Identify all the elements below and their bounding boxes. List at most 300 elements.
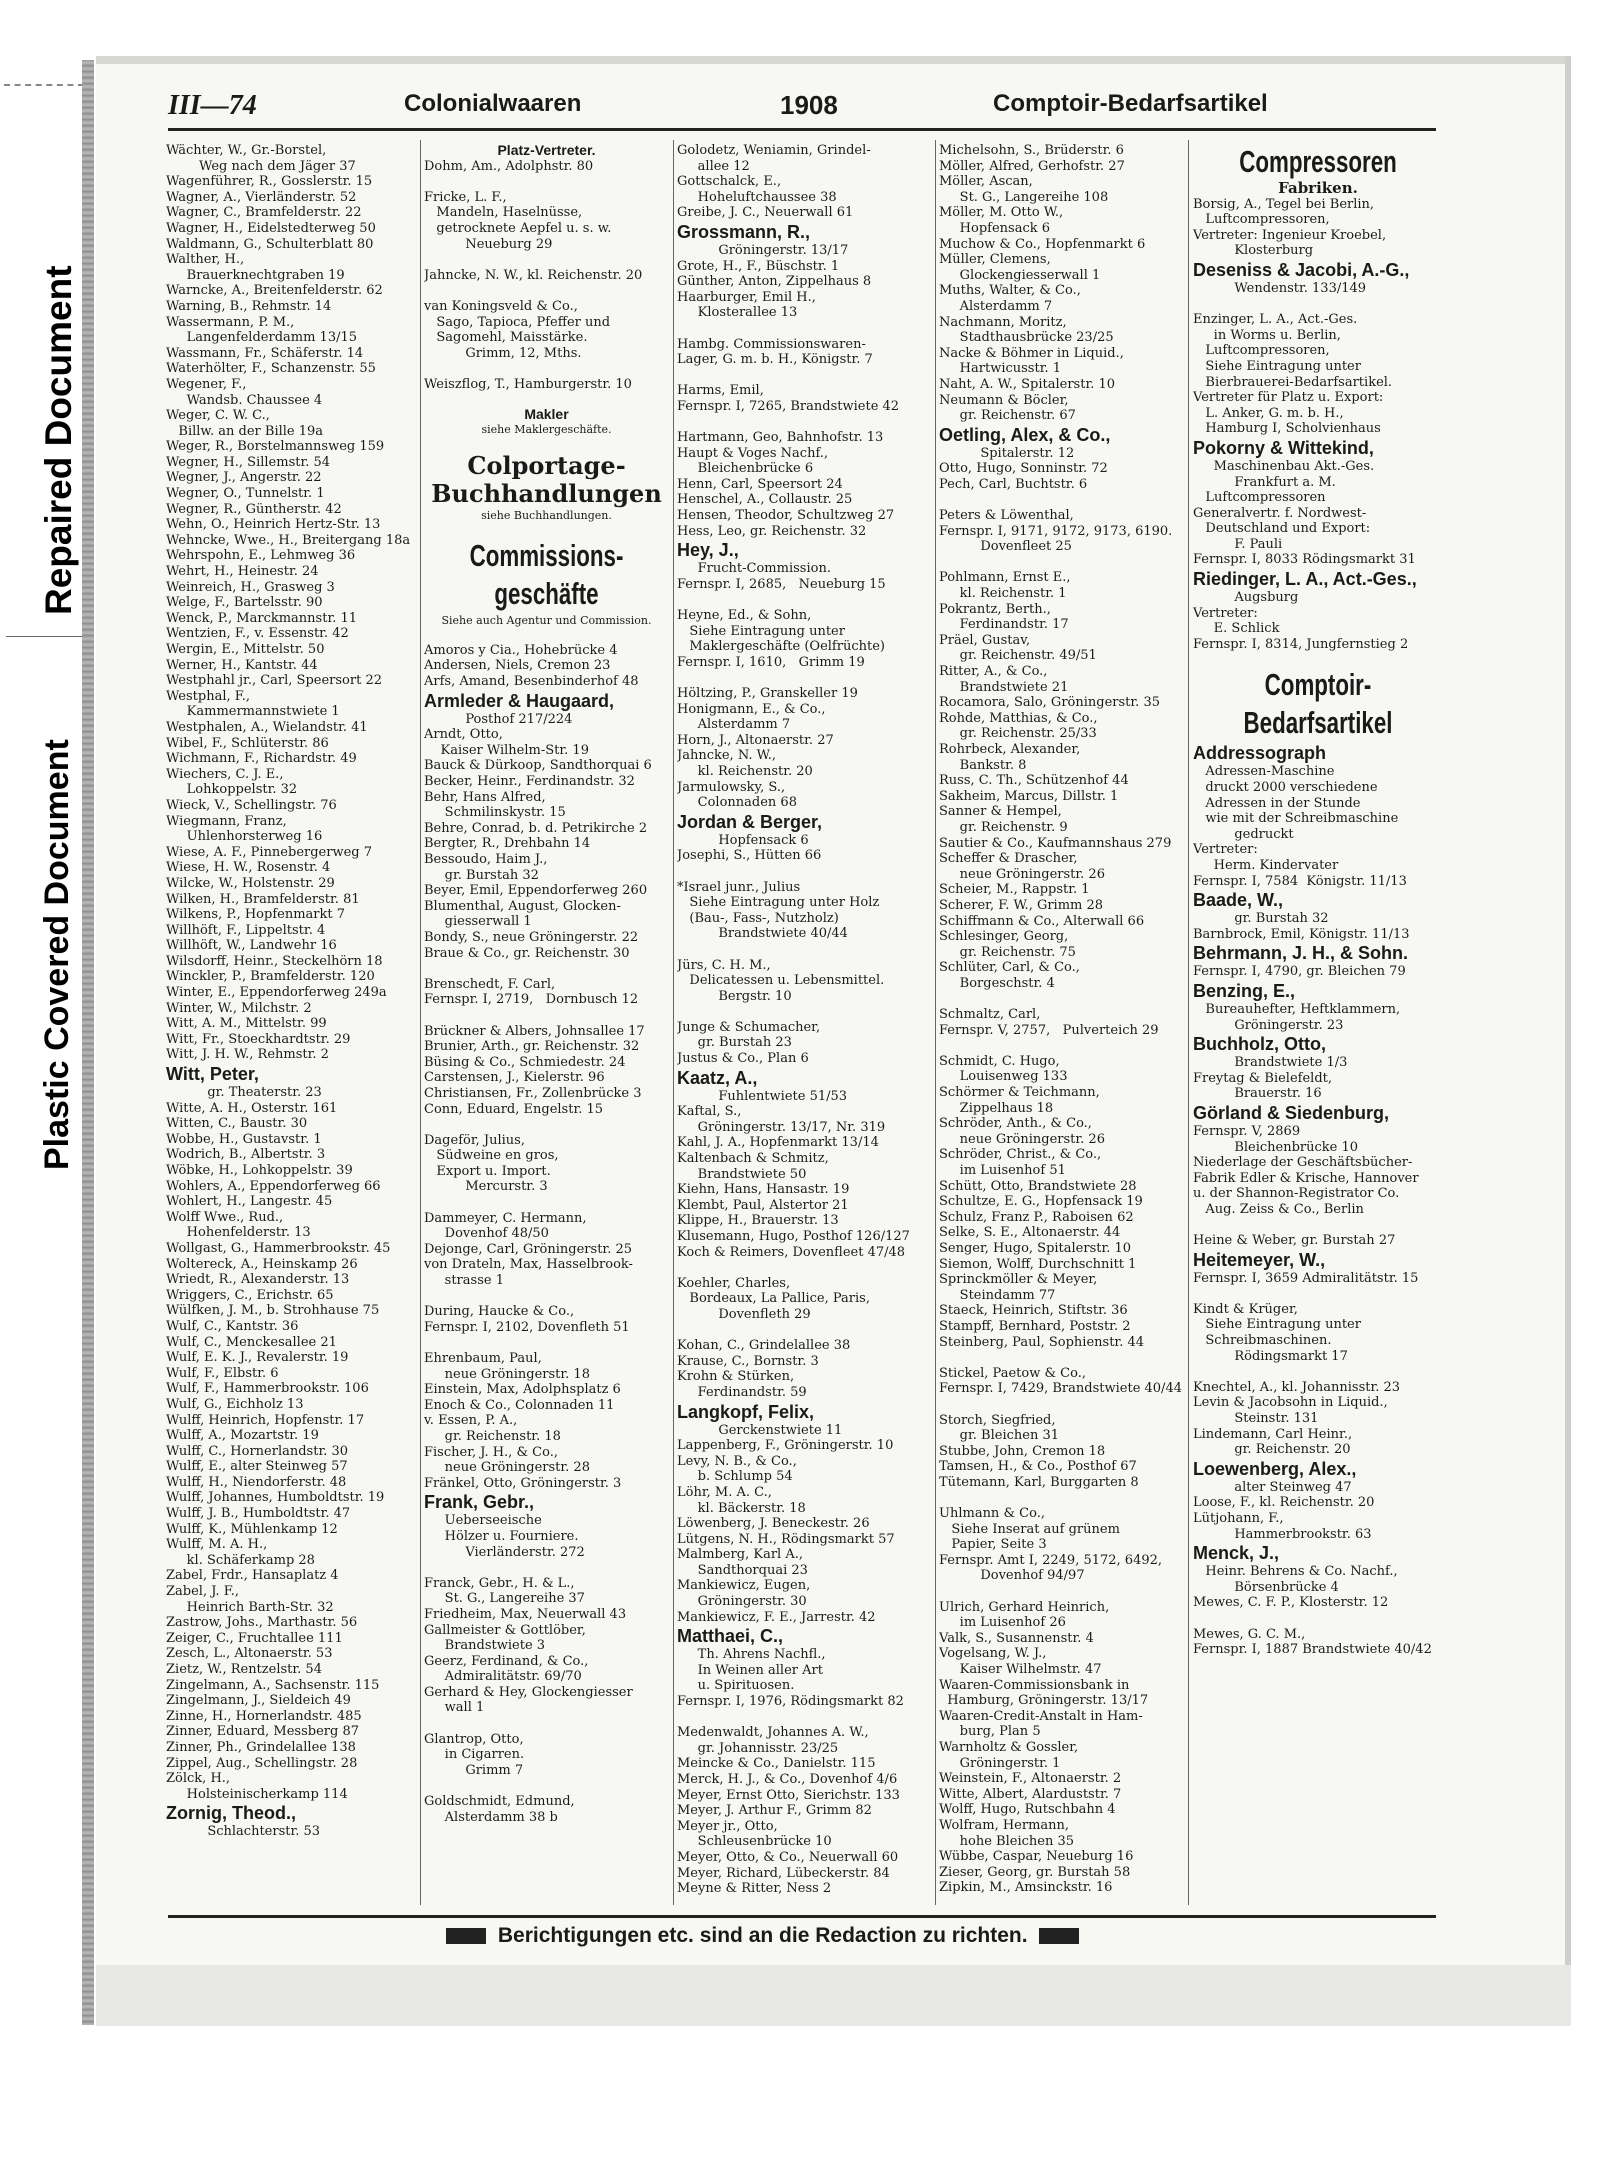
directory-entry: Bergstr. 10 [677, 988, 792, 1004]
directory-entry: Gröningerstr. 1 [939, 1755, 1061, 1771]
directory-entry [677, 864, 931, 880]
directory-entry: Hartwicusstr. 1 [939, 361, 1062, 377]
directory-entry: Wassmann, Fr., Schäferstr. 14 [166, 345, 364, 361]
directory-entry: L. Anker, G. m. b. H., [1193, 405, 1344, 421]
directory-entry: Knechtel, A., kl. Johannisstr. 23 [1193, 1379, 1401, 1395]
footer-note [440, 1924, 1085, 1948]
directory-entry [424, 1117, 669, 1133]
directory-entry: Herm. Kindervater [1193, 858, 1339, 873]
directory-entry: giesserwall 1 [424, 914, 532, 930]
directory-entry: Wulf, F., Hammerbrookstr. 106 [166, 1381, 369, 1397]
directory-entry [677, 670, 931, 686]
directory-entry: Henschel, A., Collaustr. 25 [677, 492, 853, 508]
directory-entry: Alsterdamm 7 [677, 717, 791, 733]
directory-entry: Haarburger, Emil H., [677, 289, 816, 305]
directory-entry: Brandstwiete 1/3 [1193, 1055, 1348, 1071]
page-right-edge [1565, 56, 1571, 2026]
entry-heading: Grossmann, R., [677, 221, 811, 242]
directory-entry: Bauck & Dürkoop, Sandthorquai 6 [424, 758, 652, 774]
directory-entry: Luftcompressoren, [1193, 343, 1330, 359]
directory-entry: Hopfensack 6 [939, 220, 1051, 236]
directory-entry: Vertreter: [1193, 842, 1258, 858]
directory-entry: Krohn & Stürken, [677, 1369, 795, 1385]
directory-entry: Lindemann, Carl Heinr., [1193, 1426, 1353, 1442]
entry-heading: Addressograph [1193, 743, 1327, 764]
directory-entry: Witte, A. H., Osterstr. 161 [166, 1100, 338, 1116]
directory-entry: Hensen, Theodor, Schultzweg 27 [677, 508, 895, 524]
entry-heading: Zornig, Theod., [166, 1803, 296, 1824]
directory-entry: Wagner, H., Eidelstedterweg 50 [166, 220, 376, 236]
directory-entry: Gröningerstr. 13/17 [677, 242, 849, 258]
directory-entry [1193, 1611, 1443, 1627]
entry-heading: Görland & Siedenburg, [1193, 1102, 1390, 1123]
entry-heading: Riedinger, L. A., Act.-Ges., [1193, 569, 1417, 590]
directory-entry: Luftcompressoren [1193, 490, 1326, 506]
directory-entry: Fernspr. I, 3659 Admiralitätstr. 15 [1193, 1270, 1419, 1286]
directory-entry: Tütemann, Karl, Burggarten 8 [939, 1474, 1139, 1490]
directory-entry: Klosterburg [1193, 243, 1314, 259]
directory-entry: Waterhölter, F., Schanzenstr. 55 [166, 361, 376, 377]
directory-entry: in Cigarren. [424, 1747, 525, 1763]
directory-entry: Sandthorquai 23 [677, 1562, 808, 1578]
directory-entry: Wichmann, F., Richardstr. 49 [166, 751, 357, 767]
directory-entry: Sagomehl, Maisstärke. [424, 330, 588, 346]
directory-entry: Willhöft, W., Landwehr 16 [166, 938, 337, 954]
directory-entry: neue Gröningerstr. 18 [424, 1366, 590, 1382]
directory-entry: Wehrt, H., Heinestr. 24 [166, 564, 319, 580]
directory-entry: gr. Reichenstr. 9 [939, 819, 1068, 835]
column-divider [1188, 140, 1189, 1905]
directory-entry: Klusemann, Hugo, Posthof 126/127 [677, 1229, 910, 1244]
directory-entry: Wulff, H., Niendorferstr. 48 [166, 1474, 347, 1490]
directory-entry: Josephi, S., Hütten 66 [677, 848, 822, 864]
directory-entry: Behre, Conrad, b. d. Petrikirche 2 [424, 820, 648, 836]
directory-entry: Zabel, J. F., [166, 1584, 239, 1600]
directory-entry: Weiszflog, T., Hamburgerstr. 10 [424, 376, 632, 392]
directory-entry: Schröder, Anth., & Co., [939, 1116, 1092, 1132]
directory-entry: Zipkin, M., Amsinckstr. 16 [939, 1880, 1113, 1896]
directory-entry: Schulz, Franz P., Raboisen 62 [939, 1209, 1134, 1225]
directory-entry: gr. Reichenstr. 49/51 [939, 648, 1097, 664]
directory-entry: Warnholtz & Gossler, [939, 1739, 1079, 1755]
footer-text: Berichtigungen etc. sind an die Redaction zu richten. [497, 1924, 1028, 1947]
section-heading: Compressoren [1239, 144, 1397, 179]
directory-entry: Kindt & Krüger, [1193, 1301, 1298, 1317]
cross-reference: Siehe auch Agentur und Commission. [441, 614, 652, 628]
directory-entry: u. der Shannon-Registrator Co. [1193, 1186, 1400, 1202]
directory-entry: Neueburg 29 [424, 236, 553, 252]
directory-entry: Wulff, C., Hornerlandstr. 30 [166, 1443, 349, 1459]
directory-entry [424, 361, 669, 377]
directory-entry: Schlesinger, Georg, [939, 929, 1069, 945]
directory-entry [424, 1335, 669, 1351]
directory-entry: Wehn, O., Heinrich Hertz-Str. 13 [166, 517, 381, 533]
directory-entry: Muchow & Co., Hopfenmarkt 6 [939, 236, 1146, 252]
directory-entry: Storch, Siegfried, [939, 1412, 1056, 1428]
entry-heading: Witt, Peter, [166, 1064, 259, 1085]
directory-entry: Wandsb. Chaussee 4 [166, 392, 323, 408]
directory-entry: Willhöft, F., Lippeltstr. 4 [166, 922, 326, 938]
directory-entry: Lappenberg, F., Gröningerstr. 10 [677, 1438, 894, 1454]
directory-entry: Behr, Hans Alfred, [424, 789, 546, 805]
directory-entry: Mewes, C. F. P., Klosterstr. 12 [1193, 1595, 1389, 1611]
directory-entry: Naht, A. W., Spitalerstr. 10 [939, 376, 1116, 392]
directory-entry: Wriggers, C., Erichstr. 65 [166, 1287, 334, 1303]
directory-entry: gr. Reichenstr. 67 [939, 408, 1076, 424]
directory-entry: Winter, E., Eppendorferweg 249a [166, 985, 387, 1001]
directory-entry: Wilkens, P., Hopfenmarkt 7 [166, 907, 345, 923]
directory-entry: Pohlmann, Ernst E., [939, 570, 1071, 586]
directory-entry [424, 1195, 669, 1211]
directory-entry: Schmidt, C. Hugo, [939, 1053, 1060, 1069]
directory-entry [677, 1004, 931, 1020]
directory-entry: Schultze, E. G., Hopfensack 19 [939, 1194, 1143, 1210]
directory-entry: u. Spirituosen. [677, 1678, 795, 1694]
directory-entry: Möller, M. Otto W., [939, 205, 1064, 221]
entry-heading: Kaatz, A., [677, 1067, 758, 1088]
directory-entry [424, 961, 669, 977]
directory-column-2 [424, 143, 669, 1911]
directory-entry: Wagenführer, R., Gosslerstr. 15 [166, 174, 373, 190]
directory-entry: St. G., Langereihe 108 [939, 189, 1109, 205]
directory-entry: Nachmann, Moritz, [939, 314, 1067, 330]
directory-entry: Zippelhaus 18 [939, 1100, 1054, 1116]
directory-entry: Wächter, W., Gr.-Borstel, [166, 143, 327, 158]
directory-entry: Bergter, R., Drehbahn 14 [424, 836, 591, 852]
directory-entry: Colonnaden 68 [677, 795, 797, 811]
directory-entry: Wiese, A. F., Pinnebergerweg 7 [166, 844, 373, 860]
directory-entry: Fernspr. I, 1887 Brandstwiete 40/42 [1193, 1642, 1432, 1658]
entry-heading: Oetling, Alex, & Co., [939, 424, 1111, 445]
directory-entry: Grote, H., F., Büschstr. 1 [677, 258, 840, 274]
directory-entry: Gröningerstr. 30 [677, 1594, 807, 1610]
directory-entry: Wodrich, B., Albertstr. 3 [166, 1147, 326, 1163]
directory-entry [424, 283, 669, 299]
repaired-document-label: Repaired Document [38, 265, 79, 615]
directory-entry: kl. Reichenstr. 20 [677, 763, 813, 779]
directory-entry: Wulf, C., Menckesallee 21 [166, 1334, 337, 1350]
directory-entry: Meyer jr., Otto, [677, 1818, 778, 1834]
entry-heading: Behrmann, J. H., & Sohn. [1193, 943, 1409, 964]
directory-entry: Wilsdorff, Heinr., Steckelhörn 18 [166, 953, 383, 969]
directory-entry: Papier, Seite 3 [939, 1537, 1047, 1553]
directory-entry: Admiralitätstr. 69/70 [424, 1669, 582, 1685]
directory-entry: Greibe, J. C., Neuerwall 61 [677, 205, 854, 221]
directory-entry: Staeck, Heinrich, Stiftstr. 36 [939, 1303, 1128, 1319]
directory-entry: Wehncke, Wwe., H., Breitergang 18a [166, 532, 411, 548]
directory-entry [424, 1716, 669, 1732]
directory-entry: Fernspr. I, 7265, Brandstwiete 42 [677, 398, 900, 414]
directory-entry: strasse 1 [424, 1273, 504, 1289]
directory-entry: Fernspr. I, 1976, Rödingsmarkt 82 [677, 1694, 904, 1710]
entry-heading: Heitemeyer, W., [1193, 1249, 1326, 1270]
directory-entry: Heinrich Barth-Str. 32 [166, 1599, 334, 1615]
directory-entry: Peters & Löwenthal, [939, 508, 1074, 524]
directory-entry: Büsing & Co., Schmiedestr. 24 [424, 1054, 626, 1070]
directory-entry: Enzinger, L. A., Act.-Ges. [1193, 312, 1358, 328]
entry-heading: Benzing, E., [1193, 980, 1296, 1001]
entry-heading: Buchholz, Otto, [1193, 1034, 1326, 1055]
directory-entry: Gröningerstr. 13/17, Nr. 319 [677, 1119, 886, 1135]
entry-heading: Langkopf, Felix, [677, 1401, 815, 1422]
directory-entry: Luftcompressoren, [1193, 212, 1330, 228]
directory-entry: Christiansen, Fr., Zollenbrücke 3 [424, 1085, 642, 1101]
directory-entry: Wolff, Hugo, Rutschbahn 4 [939, 1802, 1116, 1818]
directory-entry: Fernspr. I, 1610, Grimm 19 [677, 654, 865, 670]
directory-entry: Kammermannstwiete 1 [166, 704, 340, 720]
pointing-hand-icon [446, 1928, 486, 1944]
directory-entry: Westphal, F., [166, 688, 251, 704]
directory-column-5 [1193, 143, 1443, 1911]
directory-entry: Andersen, Niels, Cremon 23 [424, 658, 611, 674]
directory-entry: Th. Ahrens Nachfl., [677, 1647, 826, 1663]
directory-entry: Geerz, Ferdinand, & Co., [424, 1653, 589, 1669]
directory-entry: Schleusenbrücke 10 [677, 1834, 832, 1850]
directory-entry: Steinberg, Paul, Sophienstr. 44 [939, 1334, 1145, 1350]
directory-entry: Wergin, E., Mittelstr. 50 [166, 642, 325, 657]
directory-entry: Kaltenbach & Schmitz, [677, 1151, 829, 1167]
directory-entry: Waldmann, G., Schulterblatt 80 [166, 236, 374, 252]
side-strip [0, 0, 90, 2177]
directory-entry: Wulf, F., Elbstr. 6 [166, 1365, 279, 1381]
directory-entry: Wiese, H. W., Rosenstr. 4 [166, 860, 331, 876]
header-rule [168, 128, 1436, 131]
column-divider [420, 140, 421, 1905]
directory-entry: Schmaltz, Carl, [939, 1007, 1041, 1023]
directory-entry: Junge & Schumacher, [677, 1019, 821, 1035]
directory-entry: Kaftal, S., [677, 1104, 742, 1120]
directory-entry: gr. Reichenstr. 25/33 [939, 726, 1097, 742]
directory-entry: Wibel, F., Schlüterstr. 86 [166, 735, 329, 751]
directory-entry: Gerckenstwiete 11 [677, 1422, 843, 1438]
directory-entry: Löwenberg, J. Beneckestr. 26 [677, 1516, 870, 1532]
directory-entry: Hölzer u. Fourniere. [424, 1528, 579, 1544]
directory-entry: Medenwaldt, Johannes A. W., [677, 1725, 869, 1741]
directory-entry: Mewes, G. C. M., [1193, 1626, 1306, 1642]
directory-entry: Fabrik Edler & Krische, Hannover [1193, 1170, 1419, 1186]
directory-entry: E. Schlick [1193, 621, 1280, 637]
directory-entry [424, 252, 669, 268]
directory-entry: Uhlenhorsterweg 16 [166, 829, 323, 845]
directory-entry: Kaiser Wilhelmstr. 47 [939, 1662, 1102, 1677]
directory-entry: Brückner & Albers, Johnsallee 17 [424, 1023, 645, 1039]
directory-entry: Louisenweg 133 [939, 1069, 1068, 1085]
directory-entry: Augsburg [1193, 590, 1299, 606]
directory-entry: Wulff, A., Mozartstr. 19 [166, 1428, 319, 1444]
entry-heading: Hey, J., [677, 540, 739, 561]
directory-entry: van Koningsveld & Co., [424, 298, 578, 314]
directory-entry: Brandstwiete 21 [939, 679, 1069, 695]
directory-entry: Jahncke, N. W., kl. Reichenstr. 20 [424, 267, 643, 283]
directory-entry: Wilken, H., Bramfelderstr. 81 [166, 891, 360, 907]
directory-entry [1193, 1286, 1443, 1302]
directory-entry: Glantrop, Otto, [424, 1731, 524, 1747]
directory-entry: Stampff, Bernhard, Poststr. 2 [939, 1318, 1131, 1334]
directory-entry: Zinner, Ph., Grindelallee 138 [166, 1739, 356, 1755]
directory-entry: Frankfurt a. M. [1193, 474, 1336, 490]
directory-entry [939, 1490, 1184, 1506]
directory-entry: wall 1 [424, 1700, 485, 1716]
entry-heading: Pokorny & Wittekind, [1193, 437, 1374, 458]
directory-entry: Wohlers, A., Eppendorferweg 66 [166, 1178, 381, 1194]
directory-entry: Wegner, R., Güntherstr. 42 [166, 501, 342, 517]
directory-entry: Otto, Hugo, Sonninstr. 72 [939, 461, 1108, 477]
directory-entry [677, 321, 931, 337]
directory-entry: Zingelmann, J., Sieldeich 49 [166, 1693, 351, 1709]
directory-entry: gr. Reichenstr. 75 [939, 944, 1076, 960]
directory-entry: Aug. Zeiss & Co., Berlin [1193, 1201, 1364, 1217]
binding-edge [82, 60, 94, 2025]
directory-entry: Wehrspohn, E., Lehmweg 36 [166, 548, 356, 564]
directory-entry: Rohrbeck, Alexander, [939, 741, 1081, 757]
directory-entry: Maschinenbau Akt.-Ges. [1193, 458, 1375, 474]
directory-entry: Sautier & Co., Kaufmannshaus 279 [939, 835, 1172, 851]
directory-entry: v. Essen, P. A., [424, 1413, 518, 1429]
directory-entry: Bankstr. 8 [939, 757, 1027, 773]
directory-entry: Conn, Eduard, Engelstr. 15 [424, 1101, 604, 1117]
directory-entry: Börsenbrücke 4 [1193, 1579, 1339, 1595]
directory-entry: Ferdinandstr. 59 [677, 1384, 807, 1400]
directory-entry: Bessoudo, Haim J., [424, 852, 548, 867]
directory-entry: Hamburg I, Scholvienhaus [1193, 421, 1381, 437]
directory-entry: Witte, Albert, Alarduststr. 7 [939, 1786, 1122, 1802]
directory-entry: Rocamora, Salo, Gröningerstr. 35 [939, 695, 1160, 711]
directory-entry: Kaiser Wilhelm-Str. 19 [424, 742, 589, 758]
directory-entry: Wagner, A., Vierländerstr. 52 [166, 189, 357, 205]
directory-entry: Gröningerstr. 23 [1193, 1017, 1344, 1033]
directory-entry: Heinr. Behrens & Co. Nachf., [1193, 1564, 1398, 1580]
directory-entry: Sakheim, Marcus, Dillstr. 1 [939, 788, 1119, 804]
directory-entry: Ehrenbaum, Paul, [424, 1351, 542, 1366]
directory-entry: Jürs, C. H. M., [677, 957, 771, 973]
directory-entry: Bleichenbrücke 10 [1193, 1139, 1359, 1155]
directory-entry: Zabel, Frdr., Hansaplatz 4 [166, 1568, 339, 1584]
directory-entry: Fernspr. I, 4790, gr. Bleichen 79 [1193, 964, 1406, 980]
directory-entry: Becker, Heinr., Ferdinandstr. 32 [424, 774, 635, 790]
directory-entry: Wendenstr. 133/149 [1193, 280, 1367, 296]
directory-entry: Siemon, Wolff, Durchschnitt 1 [939, 1256, 1137, 1272]
directory-entry: alter Steinweg 47 [1193, 1479, 1352, 1495]
pointing-hand-icon [1039, 1928, 1079, 1944]
directory-entry: Wübbe, Caspar, Neueburg 16 [939, 1849, 1134, 1865]
directory-entry: Witt, Fr., Stoeckhardtstr. 29 [166, 1031, 351, 1047]
directory-entry: Mankiewicz, Eugen, [677, 1578, 811, 1594]
directory-entry: Wobbe, H., Gustavstr. 1 [166, 1131, 322, 1147]
directory-entry: Vertreter: [1193, 605, 1258, 621]
directory-entry: Grimm, 12, Mths. [424, 345, 582, 361]
directory-entry: Merck, H. J., & Co., Dovenhof 4/6 [677, 1772, 898, 1787]
directory-entry: Vogelsang, W. J., [939, 1646, 1047, 1662]
directory-entry: Jarmulowsky, S., [677, 779, 786, 795]
directory-entry: kl. Reichenstr. 1 [939, 586, 1067, 602]
directory-entry: Kohan, C., Grindelallee 38 [677, 1338, 851, 1354]
section-heading: Colportage-Buchhandlungen [431, 450, 662, 508]
directory-entry: Wiegmann, Franz, [166, 813, 287, 829]
directory-entry: Weinstein, F., Altonaerstr. 2 [939, 1771, 1122, 1787]
directory-entry: Russ, C. Th., Schützenhof 44 [939, 773, 1129, 789]
directory-entry: Braue & Co., gr. Reichenstr. 30 [424, 945, 630, 961]
directory-entry: Amoros y Cia., Hohebrücke 4 [424, 642, 618, 658]
directory-entry [939, 1584, 1184, 1600]
directory-entry: Stubbe, John, Cremon 18 [939, 1443, 1106, 1459]
directory-entry: Möller, Alfred, Gerhofstr. 27 [939, 158, 1125, 174]
footer-rule [168, 1915, 1436, 1918]
directory-entry: Möller, Ascan, [939, 174, 1033, 190]
directory-entry: allee 12 [677, 158, 750, 174]
entry-heading: Baade, W., [1193, 890, 1284, 911]
entry-heading: Loewenberg, Alex., [1193, 1458, 1357, 1479]
cross-reference: siehe Maklergeschäfte. [481, 423, 612, 437]
section-heading: Comptoir-Bedarfsartikel [1243, 667, 1393, 741]
directory-entry: Siehe Inserat auf grünem [939, 1521, 1120, 1537]
directory-entry: Harms, Emil, [677, 383, 764, 399]
directory-column-1 [166, 143, 416, 1911]
directory-entry: Pokrantz, Berth., [939, 601, 1051, 617]
directory-entry: Hess, Leo, gr. Reichenstr. 32 [677, 523, 867, 539]
directory-entry: Fernspr. I, 8314, Jungfernstieg 2 [1193, 636, 1409, 652]
directory-entry: Wulff, J. B., Humboldtstr. 47 [166, 1506, 351, 1522]
directory-entry: Stadthausbrücke 23/25 [939, 330, 1114, 346]
directory-entry [677, 1323, 931, 1339]
directory-entry: Wulff, K., Mühlenkamp 12 [166, 1521, 338, 1537]
column-divider [673, 140, 674, 1905]
directory-entry: *Israel junr., Julius [677, 879, 801, 895]
directory-entry: Dovenfleet 25 [939, 539, 1072, 555]
directory-entry: Weger, R., Borstelmannsweg 159 [166, 439, 385, 455]
directory-entry: getrocknete Aepfel u. s. w. [424, 220, 612, 236]
directory-entry: Südweine en gros, [424, 1148, 559, 1164]
directory-entry: Fricke, L. F., [424, 189, 507, 205]
directory-entry: Heyne, Ed., & Sohn, [677, 608, 812, 624]
directory-entry: Lütgens, N. H., Rödingsmarkt 57 [677, 1531, 895, 1547]
directory-entry: Schröder, Christ., & Co., [939, 1147, 1102, 1163]
directory-entry: Scheffer & Drascher, [939, 851, 1078, 867]
directory-entry: Zeiger, C., Fruchtallee 111 [166, 1630, 343, 1646]
directory-entry: Schmilinskystr. 15 [424, 805, 566, 821]
directory-entry: Bordeaux, La Pallice, Paris, [677, 1291, 870, 1307]
directory-entry: Dammeyer, C. Hermann, [424, 1210, 587, 1226]
directory-entry: Brandstwiete 3 [424, 1638, 546, 1654]
directory-entry [424, 1560, 669, 1576]
directory-entry: Wulff, Heinrich, Hopfenstr. 17 [166, 1412, 365, 1428]
directory-entry: Fernspr. I, 2685, Neueburg 15 [677, 576, 886, 592]
directory-entry: Lohkoppelstr. 32 [166, 782, 298, 798]
directory-entry: Fernspr. I, 7429, Brandstwiete 40/44 [939, 1381, 1182, 1397]
directory-entry: Wöbke, H., Lohkoppelstr. 39 [166, 1163, 353, 1178]
directory-entry [677, 1260, 931, 1276]
directory-entry: Westphalen, A., Wielandstr. 41 [166, 719, 368, 735]
directory-entry: Weger, C. W. C., [166, 408, 270, 424]
directory-entry: Klosterallee 13 [677, 305, 798, 321]
directory-entry: Barnbrock, Emil, Königstr. 11/13 [1193, 926, 1410, 942]
directory-entry: neue Gröningerstr. 26 [939, 866, 1105, 882]
directory-entry: Fernspr. V, 2757, Pulverteich 29 [939, 1022, 1159, 1038]
directory-entry: Hartmann, Geo, Bahnhofstr. 13 [677, 430, 884, 446]
directory-entry: Neumann & Böcler, [939, 392, 1069, 408]
directory-entry: Fuhlentwiete 51/53 [677, 1088, 848, 1104]
directory-entry: Wulff, E., alter Steinweg 57 [166, 1459, 348, 1475]
directory-entry [1193, 1364, 1443, 1380]
directory-entry: Spitalerstr. 12 [939, 445, 1075, 461]
directory-entry: Haupt & Voges Nachf., [677, 445, 829, 461]
directory-entry: gr. Theaterstr. 23 [166, 1085, 322, 1101]
directory-entry [939, 492, 1184, 508]
cross-reference: siehe Buchhandlungen. [481, 508, 612, 522]
directory-entry: St. G., Langereihe 37 [424, 1591, 585, 1607]
directory-entry: neue Gröningerstr. 26 [939, 1131, 1105, 1147]
directory-entry: Wentzien, F., v. Essenstr. 42 [166, 626, 349, 642]
directory-entry: neue Gröningerstr. 28 [424, 1460, 590, 1476]
